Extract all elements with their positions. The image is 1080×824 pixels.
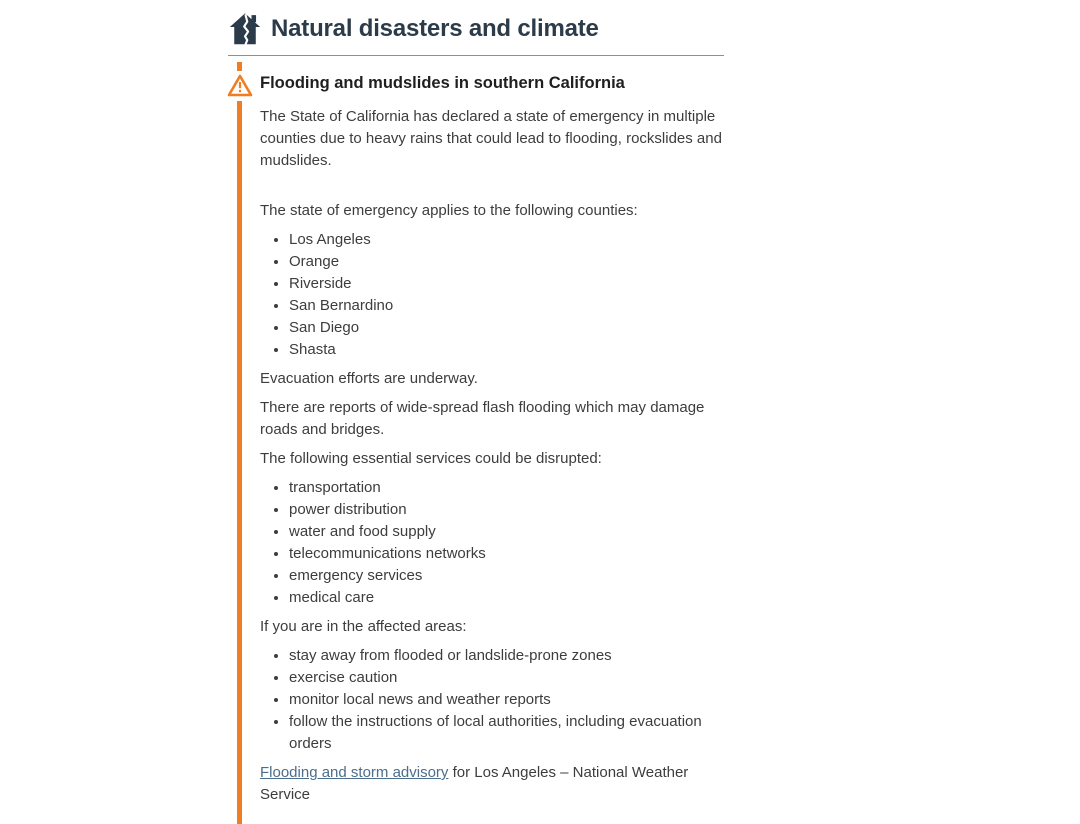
list-item: • stay away from flooded or landslide-prone zones (289, 645, 724, 667)
warning-triangle-icon (227, 73, 253, 98)
list-item: • medical care (289, 587, 724, 609)
services-intro-paragraph: The following essential services could be disrupted: (260, 450, 602, 467)
page-content (228, 12, 724, 824)
damaged-house-icon (228, 12, 262, 46)
alert-heading: Flooding and mudslides in southern California (260, 74, 625, 92)
list-item: • San Bernardino (289, 295, 724, 317)
page-header (228, 12, 724, 56)
evacuation-paragraph: Evacuation efforts are underway. (260, 370, 478, 387)
flood-reports-paragraph: There are reports of wide-spread flash flooding which may damage roads and bridges. (260, 399, 705, 438)
advice-list (260, 645, 724, 755)
intro-paragraph: The State of California has declared a state of emergency in multiple counties due to heavy rains that could lead to flooding, rockslides and mudslides. (260, 108, 722, 169)
flooding-storm-advisory-link[interactable]: Flooding and storm advisory (260, 764, 449, 781)
alert-timeline-dash (237, 62, 242, 71)
list-item: • Shasta (289, 339, 724, 361)
list-item: • emergency services (289, 565, 724, 587)
advisory-link-suffix: for Los Angeles – National Weather Service (260, 764, 689, 803)
list-item: • Riverside (289, 273, 724, 295)
alert-timeline-line (237, 101, 242, 824)
advice-intro-paragraph: If you are in the affected areas: (260, 618, 467, 635)
list-item: • telecommunications networks (289, 543, 724, 565)
page-title: Natural disasters and climate (271, 15, 599, 42)
counties-intro-paragraph: The state of emergency applies to the following counties: (260, 202, 638, 219)
list-item: • exercise caution (289, 667, 724, 689)
flooding-alert (228, 60, 724, 824)
list-item: • San Diego (289, 317, 724, 339)
paragraph-spacer (260, 179, 724, 200)
list-item: • water and food supply (289, 521, 724, 543)
list-item: • power distribution (289, 499, 724, 521)
list-item: • Los Angeles (289, 229, 724, 251)
advisory-link-line (260, 762, 724, 806)
list-item: • Orange (289, 251, 724, 273)
list-item: • follow the instructions of local authorities, including evacuation orders (289, 711, 724, 755)
list-item: • transportation (289, 477, 724, 499)
counties-list (260, 229, 724, 361)
list-item: • monitor local news and weather reports (289, 689, 724, 711)
services-list (260, 477, 724, 609)
